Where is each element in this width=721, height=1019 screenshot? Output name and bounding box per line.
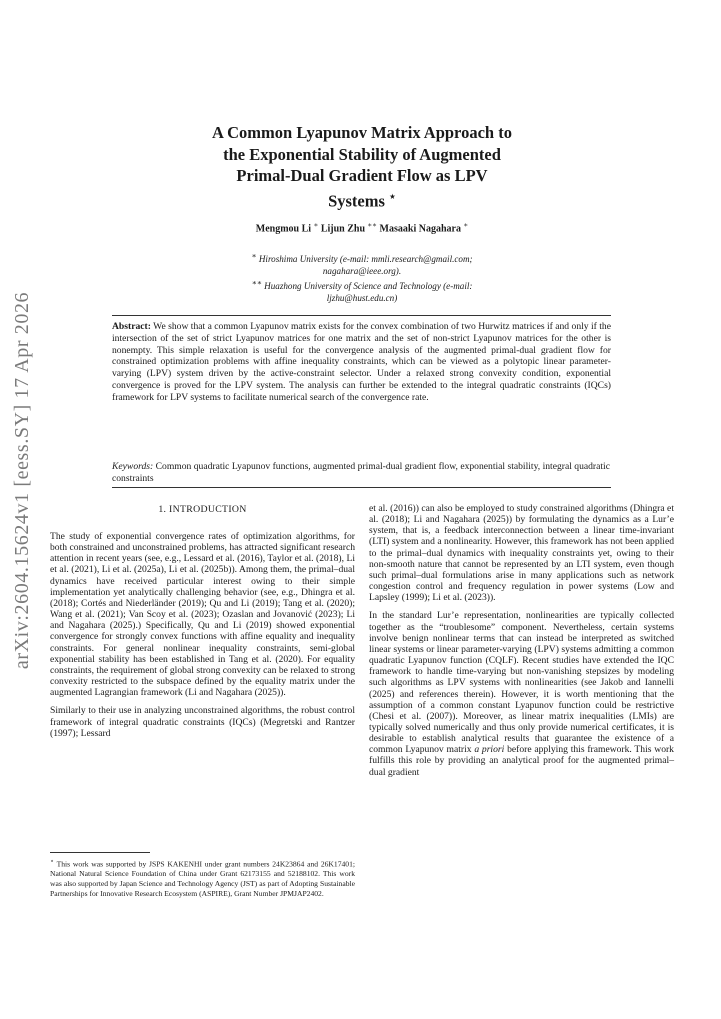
- author-name: Masaaki Nagahara: [379, 223, 461, 235]
- paragraph: In the standard Lur’e representation, nonlinearities are typically collected together as the “troublesome” component. Nevertheless, certain systems involve benign nonlinear terms that can instead be interpreted as switched linear systems or linear parameter-varying (LPV) systems admitting a common quadratic Lyapunov function (CQLF). Recent studies have extended the IQC framework to handle time-varying but non-vanishing stepsizes by modeling such algorithms as LPV systems with nonlinearities (see Jakob and Iannelli (2025) and references therein). However, it is worth mentioning that the assumption of a common constant Lyapunov function could be restrictive (Chesi et al. (2007)). Moreover, as linear matrix inequalities (LMIs) are typically solved numerically and thus only provide numerical certificates, it is desirable to establish analytical results that guarantee the existence of a common Lyapunov matrix a priori before applying this framework. This work fulfills this role by providing an analytical proof for the augmented primal–dual gradient: [369, 610, 674, 778]
- title-line: A Common Lyapunov Matrix Approach to: [212, 123, 512, 142]
- left-column: [50, 531, 355, 746]
- keywords-label: Keywords:: [112, 461, 154, 472]
- keywords: [112, 461, 611, 485]
- emphasis: a priori: [474, 744, 505, 756]
- abstract-label: Abstract:: [112, 321, 151, 332]
- author-name: Lijun Zhu: [320, 223, 366, 235]
- arxiv-side-identifier: arXiv:2604.15624v1 [eess.SY] 17 Apr 2026: [11, 291, 34, 669]
- title-line: Primal-Dual Gradient Flow as LPV: [236, 166, 488, 185]
- funding-footnote: [50, 857, 355, 899]
- title-footnote-marker: ⋆: [389, 190, 396, 203]
- affiliation-line: ∗ Hiroshima University (e-mail: mmli.research@gmail.com;: [251, 251, 473, 265]
- paper-title: [150, 122, 574, 212]
- paragraph: The study of exponential convergence rates of optimization algorithms, for both constrained and unconstrained problems, has attracted significant research attention in recent years (see, e.g., Lessard et al. (2016), Taylor et al. (2018), Li et al. (2021), Li et al. (2025a), Li et al. (2025b)). Among them, the primal–dual dynamics have received particular interest owing to their simple implementation yet analytically challenging behavior (see, e.g., Dhingra et al. (2018); Cortés and Niederländer (2019); Qu and Li (2019); Tang et al. (2020); Wang et al. (2021); Van Scoy et al. (2023); Ozaslan and Jovanović (2023); Li and Nagahara (2025).) Specifically, Qu and Li (2019) showed exponential convergence for strongly convex functions with affine equality and inequality constraints. For general nonlinear inequality constraints, semi-global exponential stability has been established in Tang et al. (2020). For equality constraints, the requirement of global strong convexity can be relaxed to strong convexity restricted to the subspace defined by the equality matrix under the augmented Lagrangian framework (Li and Nagahara (2025)).: [50, 531, 355, 699]
- author-mark: ∗: [463, 221, 469, 229]
- author-mark: ∗: [313, 221, 319, 229]
- affiliation-line: ljzhu@hust.edu.cn): [326, 293, 398, 304]
- footnote-rule: [50, 852, 150, 853]
- section-heading-introduction: 1. INTRODUCTION: [158, 504, 247, 515]
- affiliation-mark: ∗∗: [251, 278, 262, 288]
- footnote-text: This work was supported by JSPS KAKENHI under grant numbers 24K23864 and 26K17401; National Natural Science Foundation of China under Grant 62173155 and 52188102. This work was also supported by Japan Science and Technology Agency (JST) as part of Adopting Sustainable Partnerships for Innovative Research Ecosystem (ASPIRE), Grant Number JPMJAP2402.: [50, 859, 355, 899]
- paragraph: Similarly to their use in analyzing unconstrained algorithms, the robust control framework of integral quadratic constraints (IQCs) (Megretski and Rantzer (1997); Lessard: [50, 705, 355, 739]
- right-column: [369, 503, 674, 785]
- footnote-mark: ⋆: [50, 858, 54, 865]
- author-list: [150, 221, 574, 234]
- affiliations: [150, 250, 574, 304]
- affiliation-line: nagahara@ieee.org).: [322, 266, 402, 277]
- abstract-top-rule: [112, 315, 611, 316]
- keywords-text: Common quadratic Lyapunov functions, augmented primal-dual gradient flow, exponential stability, integral quadratic constraints: [112, 461, 610, 484]
- abstract-text: We show that a common Lyapunov matrix exists for the convex combination of two Hurwitz matrices if and only if the intersection of the set of strict Lyapunov matrices for one matrix and the set of non-strict Lyapunov matrices for the other is nonempty. This simple relaxation is useful for the convergence analysis of the augmented primal-dual gradient flow for constrained optimization problems with affine inequality constraints, which can be viewed as a polytopic linear parameter-varying (LPV) system driven by the active-constraint selector. Under a relaxed strong convexity condition, exponential convergence is proved for the LPV system. The analysis can further be extended to the integral quadratic constraints (IQCs) framework for LPV systems to facilitate numerical search of the convergence rate.: [112, 321, 611, 403]
- affiliation-mark: ∗: [251, 251, 257, 260]
- paragraph: et al. (2016)) can also be employed to study constrained algorithms (Dhingra et al. (2018); Li and Nagahara (2025)) by formulating the dynamics as a Lur’e system, that is, a feedback interconnection between a linear time-invariant (LTI) system and a nonlinearity. However, this framework has not been applied to the primal–dual dynamics with inequality constraints yet, owing to their non-smooth nature that cannot be represented by an LTI system, even though such primal–dual formulations arise in many applications such as network congestion control and frequency regulation in power systems (Low and Lapsley (1999); Li et al. (2023)).: [369, 503, 674, 604]
- abstract-bottom-rule: [112, 487, 611, 488]
- title-line: the Exponential Stability of Augmented: [223, 144, 501, 164]
- title-line: Systems: [328, 191, 385, 210]
- abstract: [112, 321, 611, 404]
- affiliation-line: ∗∗ Huazhong University of Science and Technology (e-mail:: [251, 278, 473, 292]
- author-mark: ∗∗: [367, 221, 378, 229]
- author-name: Mengmou Li: [255, 223, 312, 235]
